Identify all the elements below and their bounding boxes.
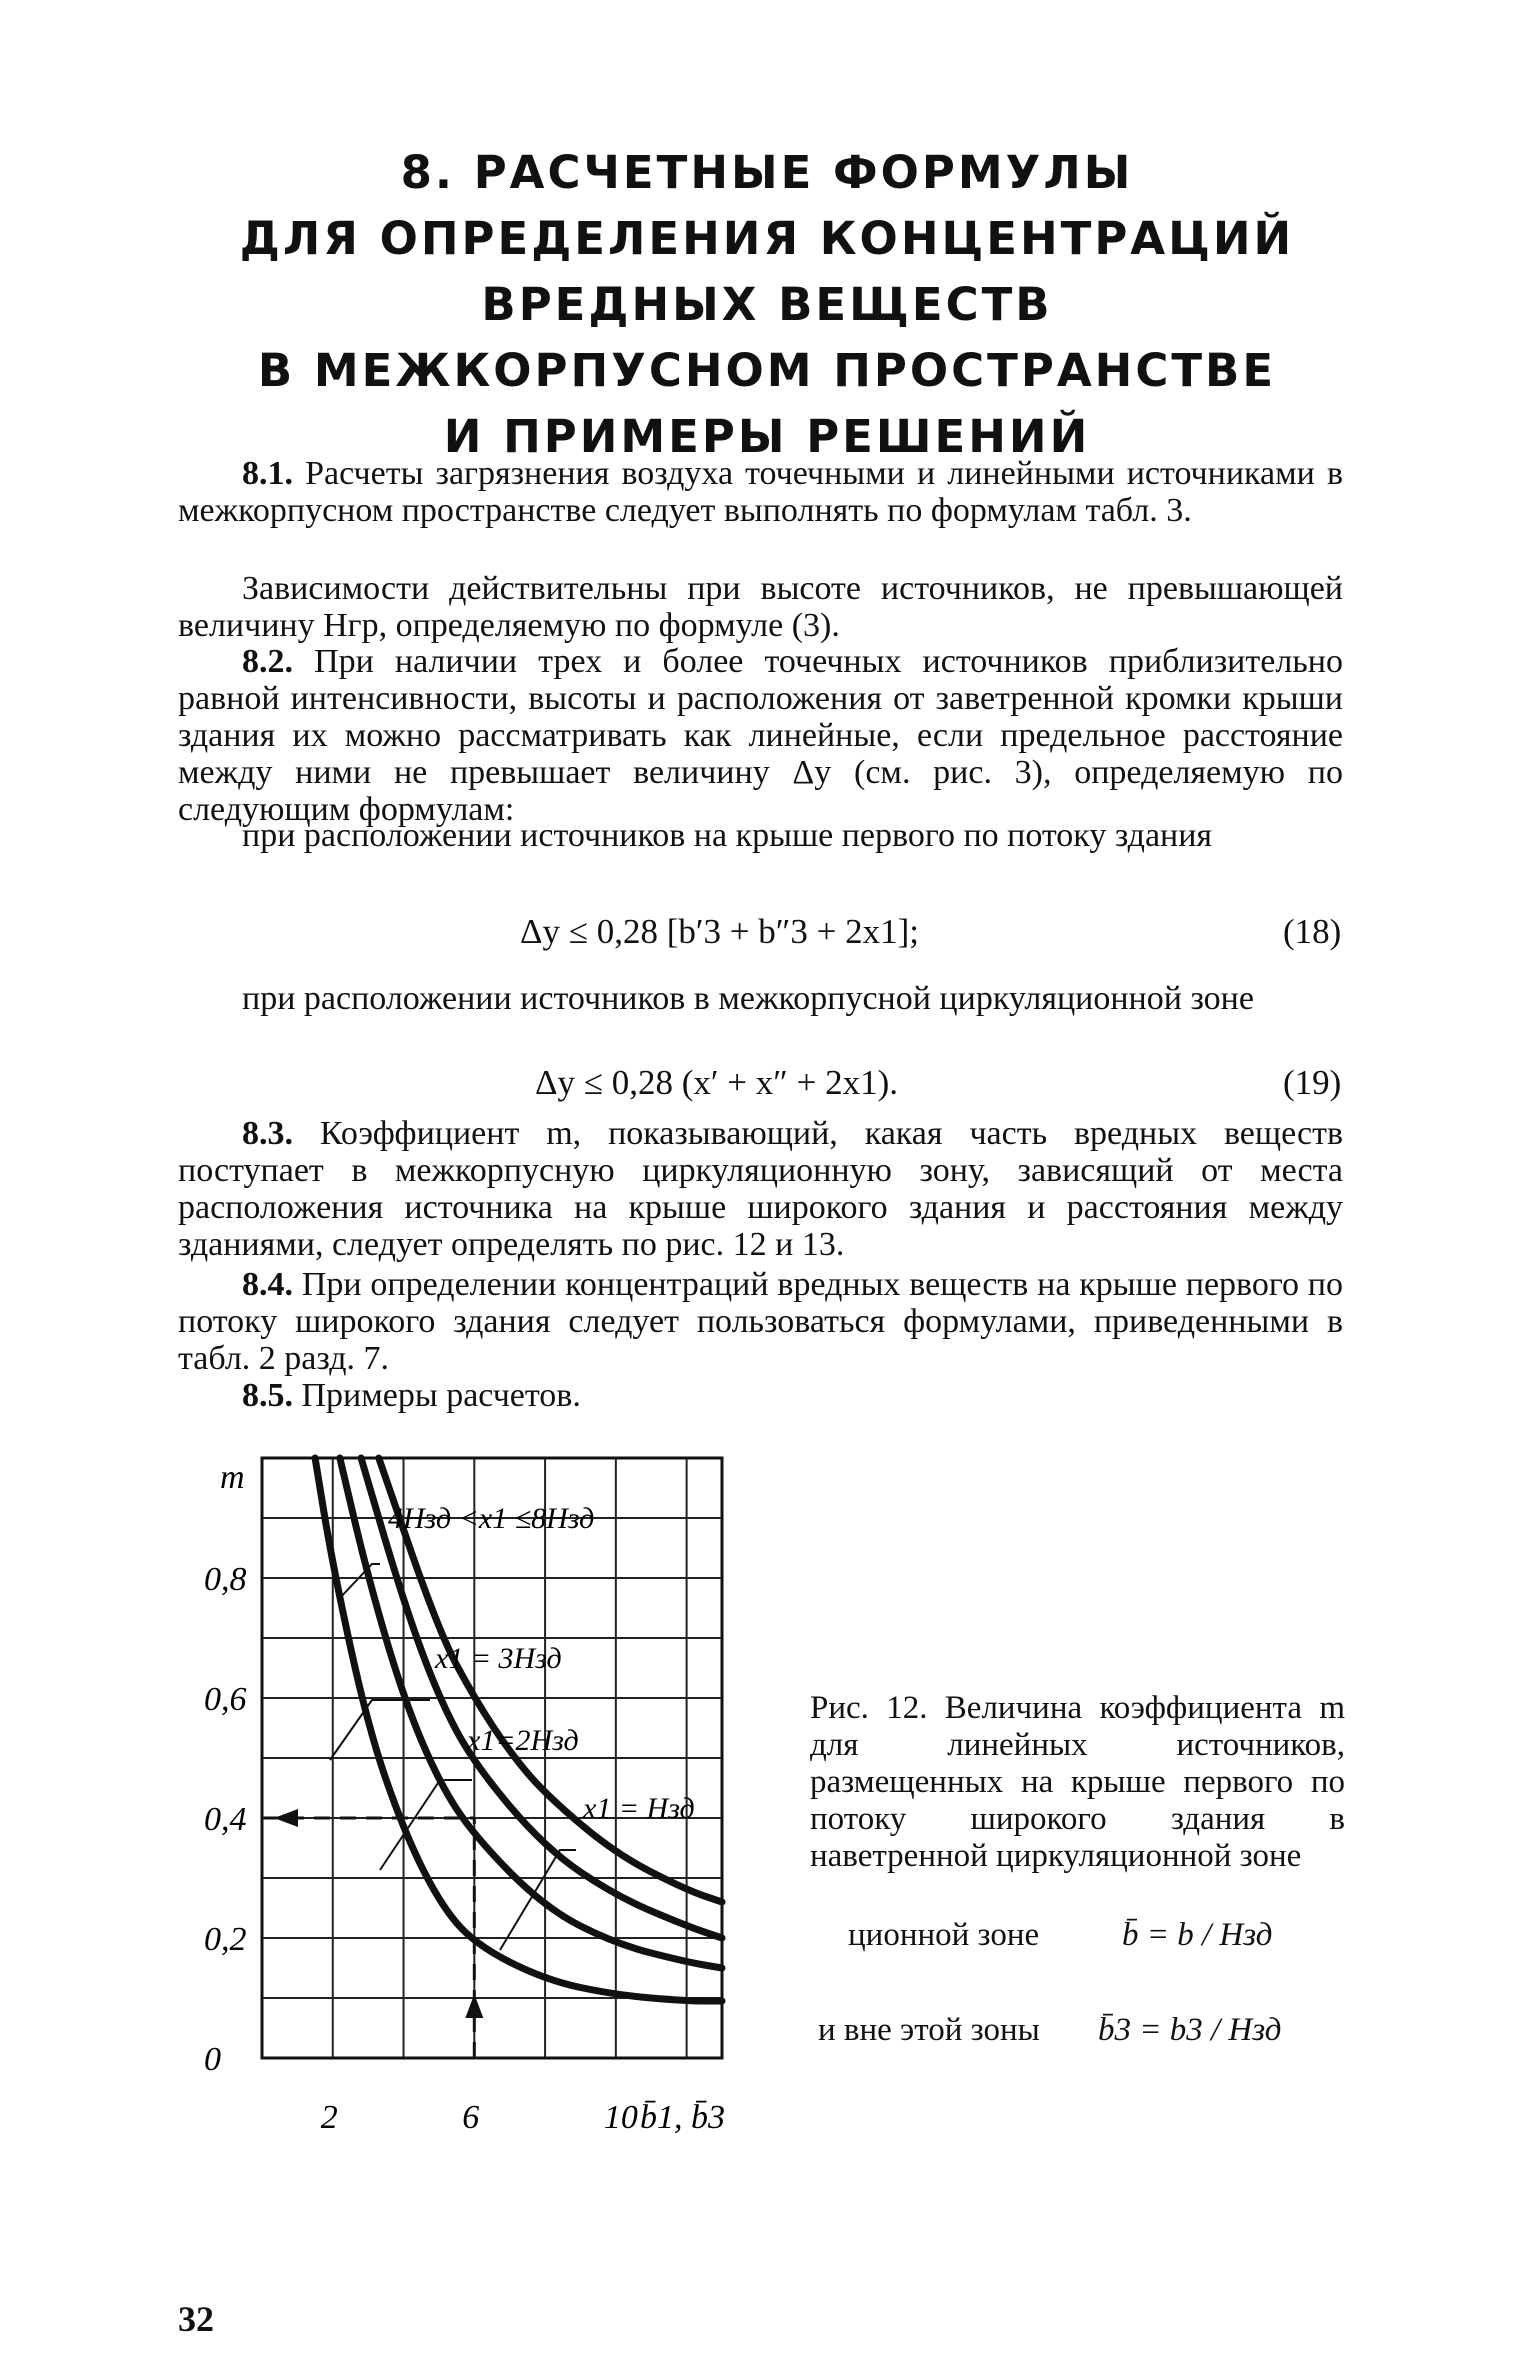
heading-line: ДЛЯ ОПРЕДЕЛЕНИЯ КОНЦЕНТРАЦИЙ — [239, 212, 1295, 265]
heading-line: 8. РАСЧЕТНЫЕ ФОРМУЛЫ — [400, 146, 1134, 199]
y-tick-label: 0,8 — [204, 1561, 247, 1598]
formula-18: Δy ≤ 0,28 [b′3 + b″3 + 2x1]; — [520, 912, 919, 951]
heading-line: В МЕЖКОРПУСНОМ ПРОСТРАНСТВЕ — [257, 344, 1277, 397]
y-axis-label: m — [220, 1459, 245, 1496]
paragraph-8-5: 8.5. Примеры расчетов. — [242, 1377, 581, 1414]
heading-line: ВРЕДНЫХ ВЕЩЕСТВ — [481, 278, 1053, 331]
figure-caption: Рис. 12. Величина коэффициента m для линейных источников, размещенных на крыше первого по потоку широкого здания в наветренной циркуляционной зоне — [810, 1690, 1345, 1874]
paragraph-8-2: 8.2. При наличии трех и более точечных источников приблизительно равной интенсивности, высоты и расположения от заветренной кромки крыши здания их можно рассматривать как линейные, если предельное расстояние между ними не превышает величину Δy (см. рис. 3), определяемую по следующим формулам: — [178, 643, 1343, 828]
caption-line-2: и вне этой зоны — [818, 2012, 1040, 2048]
heading-line: И ПРИМЕРЫ РЕШЕНИЙ — [443, 410, 1091, 463]
caption-line-1: ционной зоне — [848, 1917, 1040, 1953]
series-annotation: x1 = Hзд — [583, 1792, 695, 1825]
series-annotation: 4Hзд <x1 ≤8Hзд — [388, 1502, 595, 1535]
x-tick-label: 6 — [462, 2099, 480, 2136]
formula-18-number: (18) — [1283, 912, 1342, 951]
formula-19: Δy ≤ 0,28 (x′ + x″ + 2x1). — [535, 1063, 898, 1102]
paragraph-8-1: 8.1. Расчеты загрязнения воздуха точечными и линейными источниками в межкорпусном пространстве следует выполнять по формулам табл. 3. — [178, 455, 1344, 529]
caption-fraction-2: b̄3 = b3 / Hзд — [1098, 2012, 1282, 2048]
chart-labels — [204, 1502, 695, 2136]
x-axis-label: b̄1, b̄3 — [640, 2099, 725, 2136]
y-tick-label: 0,4 — [204, 1801, 247, 1838]
paragraph-8-2-case2: при расположении источников в межкорпусной циркуляционной зоне — [242, 980, 1254, 1017]
page-number: 32 — [178, 2299, 214, 2339]
paragraph-8-3: 8.3. Коэффициент m, показывающий, какая часть вредных веществ поступает в межкорпусную циркуляционную зону, зависящий от места расположения источника на крыше широкого здания и расстояния между зданиями, следует определять по рис. 12 и 13. — [178, 1115, 1344, 1263]
series-annotation: x1 = 3Hзд — [435, 1642, 562, 1675]
formula-19-number: (19) — [1283, 1063, 1342, 1102]
y-tick-label: 0,6 — [204, 1681, 247, 1718]
x-tick-label: 2 — [320, 2099, 338, 2136]
arrow-left-icon — [274, 1809, 298, 1827]
paragraph-8-1-note: Зависимости действительны при высоте источников, не превышающей величину Hгр, определяемую по формуле (3). — [178, 570, 1343, 644]
paragraph-8-2-case1: при расположении источников на крыше первого по потоку здания — [242, 817, 1213, 854]
series-annotation: x1=2Hзд — [467, 1724, 579, 1757]
caption-fraction-1: b̄ = b / Hзд — [1122, 1917, 1273, 1953]
x-tick-label: 10 — [603, 2099, 638, 2136]
y-tick-label: 0 — [204, 2041, 221, 2078]
paragraph-8-4: 8.4. При определении концентраций вредных веществ на крыше первого по потоку широкого здания следует пользоваться формулами, приведенными в табл. 2 разд. 7. — [178, 1266, 1343, 1377]
y-tick-label: 0,2 — [204, 1921, 247, 1958]
